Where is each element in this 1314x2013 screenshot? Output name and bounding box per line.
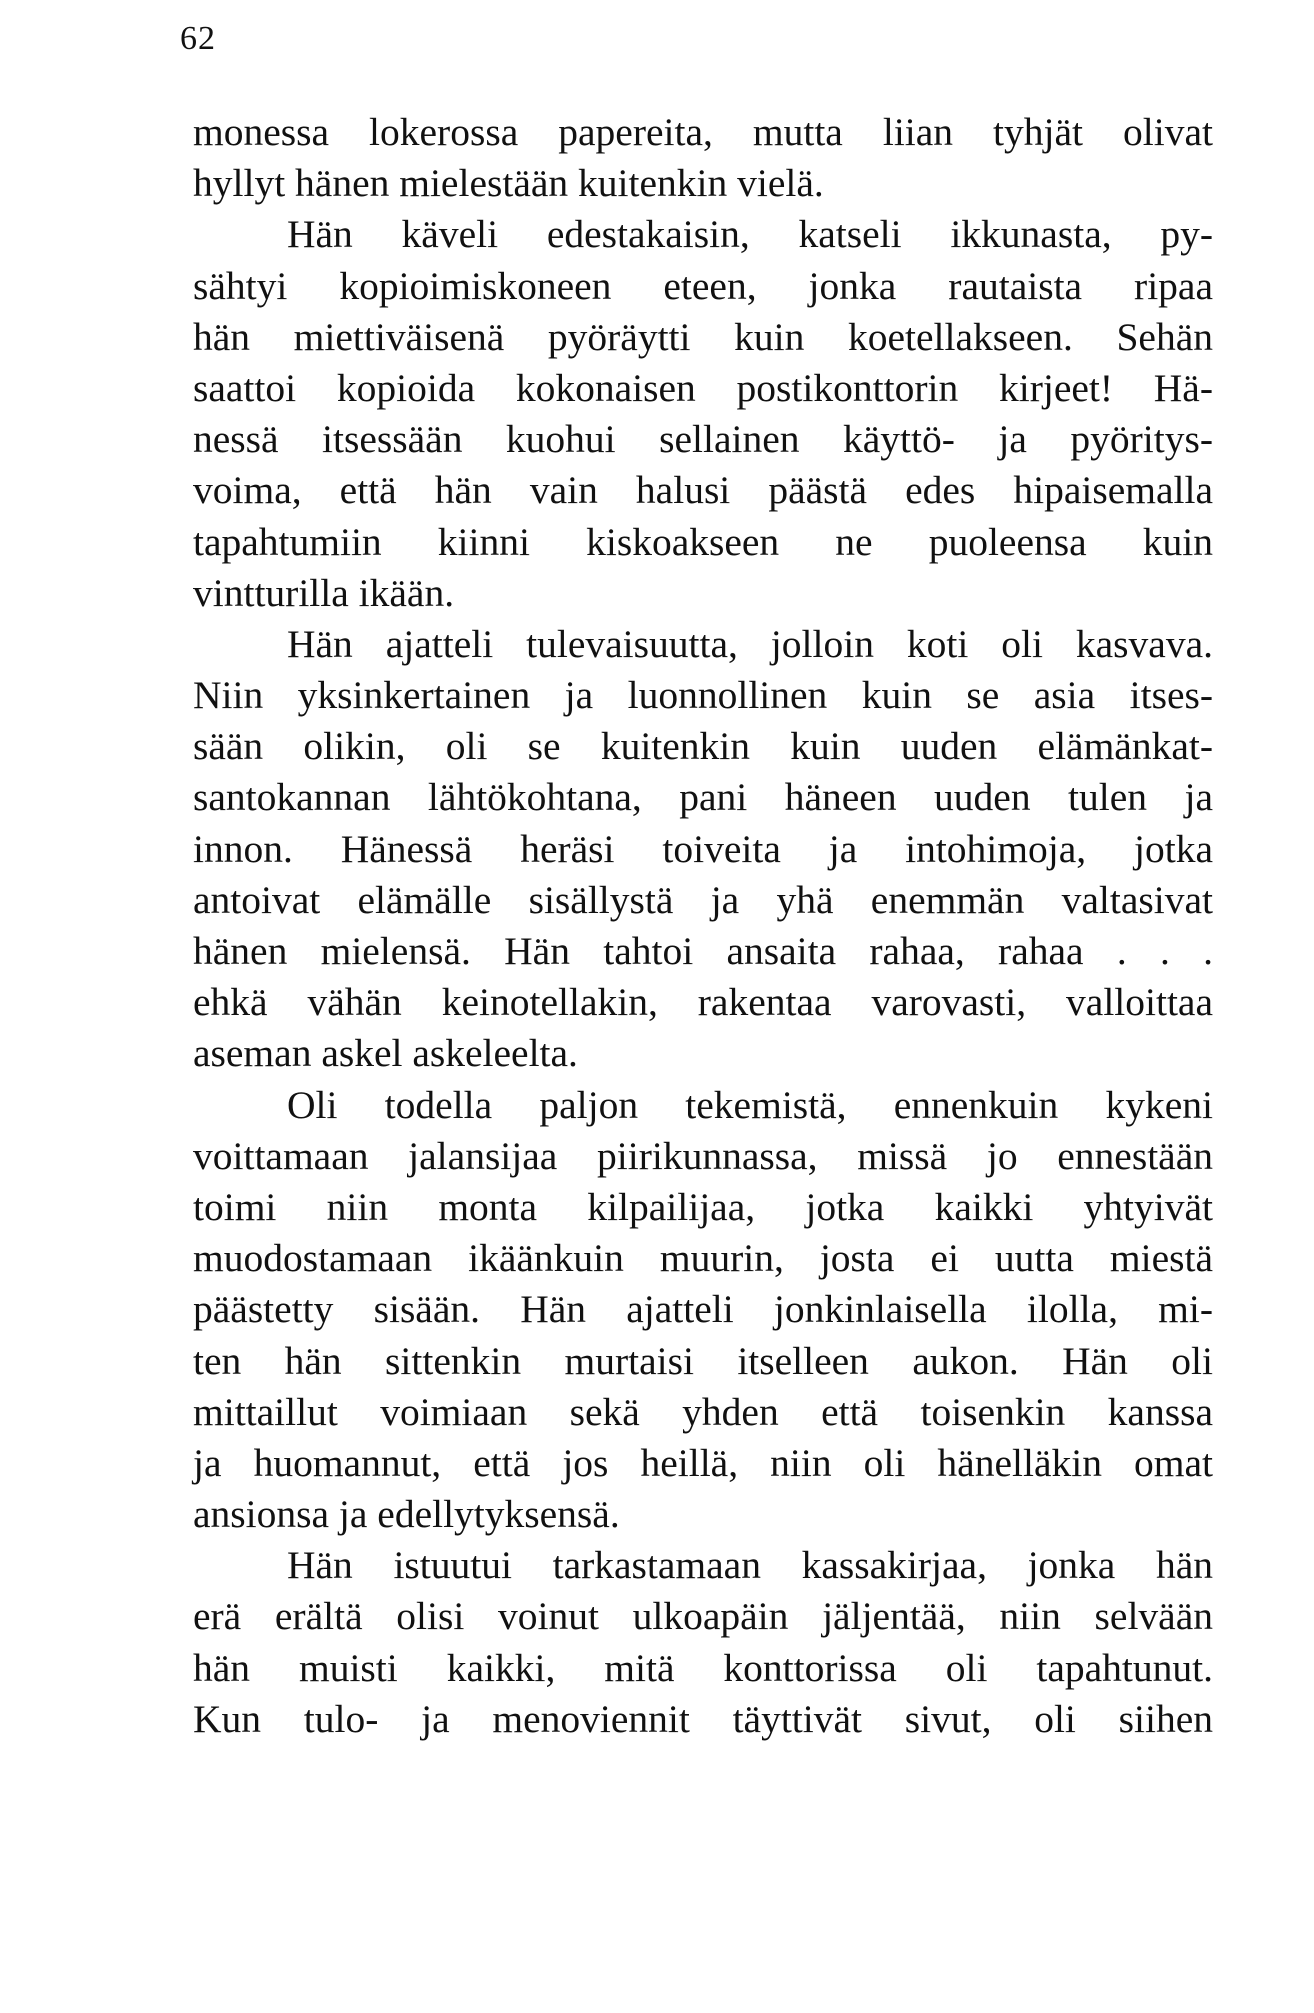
text-line: aseman askel askeleelta.: [193, 1031, 578, 1076]
text-line: ja huomannut, että jos heillä, niin oli hänelläkin omat: [193, 1440, 1213, 1485]
text-line: Hän ajatteli tulevaisuutta, jolloin koti oli kasvava.: [287, 621, 1213, 666]
text-line: ansionsa ja edellytyksensä.: [193, 1492, 620, 1537]
text-line: tapahtumiin kiinni kiskoakseen ne puoleensa kuin: [193, 519, 1213, 564]
text-line: Oli todella paljon tekemistä, ennenkuin kykeni: [287, 1082, 1213, 1127]
body-text: [193, 107, 1213, 1745]
text-line: sähtyi kopioimiskoneen eteen, jonka rautaista ripaa: [193, 263, 1213, 308]
text-line: Kun tulo- ja menoviennit täyttivät sivut, oli siihen: [193, 1696, 1213, 1741]
text-line: antoivat elämälle sisällystä ja yhä enemmän valtasivat: [193, 877, 1213, 922]
text-line: sään olikin, oli se kuitenkin kuin uuden elämänkat-: [193, 724, 1213, 769]
text-line: erä erältä olisi voinut ulkoapäin jäljentää, niin selvään: [193, 1594, 1213, 1639]
text-line: hyllyt hänen mielestään kuitenkin vielä.: [193, 161, 824, 206]
page-number: 62: [180, 20, 216, 57]
text-line: Hän istuutui tarkastamaan kassakirjaa, jonka hän: [287, 1543, 1213, 1588]
text-line: saattoi kopioida kokonaisen postikonttorin kirjeet! Hä-: [193, 365, 1213, 410]
text-line: Niin yksinkertainen ja luonnollinen kuin se asia itses-: [193, 673, 1213, 718]
text-line: hän miettiväisenä pyöräytti kuin koetellakseen. Sehän: [193, 314, 1213, 359]
text-line: innon. Hänessä heräsi toiveita ja intohimoja, jotka: [193, 826, 1213, 871]
text-line: Hän käveli edestakaisin, katseli ikkunasta, py-: [287, 212, 1213, 257]
text-line: nessä itsessään kuohui sellainen käyttö- ja pyöritys-: [193, 417, 1213, 462]
text-line: muodostamaan ikäänkuin muurin, josta ei uutta miestä: [193, 1236, 1213, 1281]
text-line: hän muisti kaikki, mitä konttorissa oli tapahtunut.: [193, 1645, 1213, 1690]
text-line: ehkä vähän keinotellakin, rakentaa varovasti, valloittaa: [193, 980, 1213, 1025]
text-line: voittamaan jalansijaa piirikunnassa, missä jo ennestään: [193, 1133, 1213, 1178]
text-line: monessa lokerossa papereita, mutta liian tyhjät olivat: [193, 110, 1213, 154]
text-line: ten hän sittenkin murtaisi itselleen aukon. Hän oli: [193, 1338, 1213, 1383]
text-line: voima, että hän vain halusi päästä edes hipaisemalla: [193, 468, 1213, 513]
text-line: toimi niin monta kilpailijaa, jotka kaikki yhtyivät: [193, 1184, 1213, 1229]
text-line: päästetty sisään. Hän ajatteli jonkinlaisella ilolla, mi-: [193, 1287, 1213, 1332]
text-line: mittaillut voimiaan sekä yhden että toisenkin kanssa: [193, 1389, 1213, 1434]
text-line: hänen mielensä. Hän tahtoi ansaita rahaa, rahaa . . .: [193, 929, 1213, 973]
text-line: vintturilla ikään.: [193, 570, 455, 615]
text-line: santokannan lähtökohtana, pani häneen uuden tulen ja: [193, 775, 1213, 820]
